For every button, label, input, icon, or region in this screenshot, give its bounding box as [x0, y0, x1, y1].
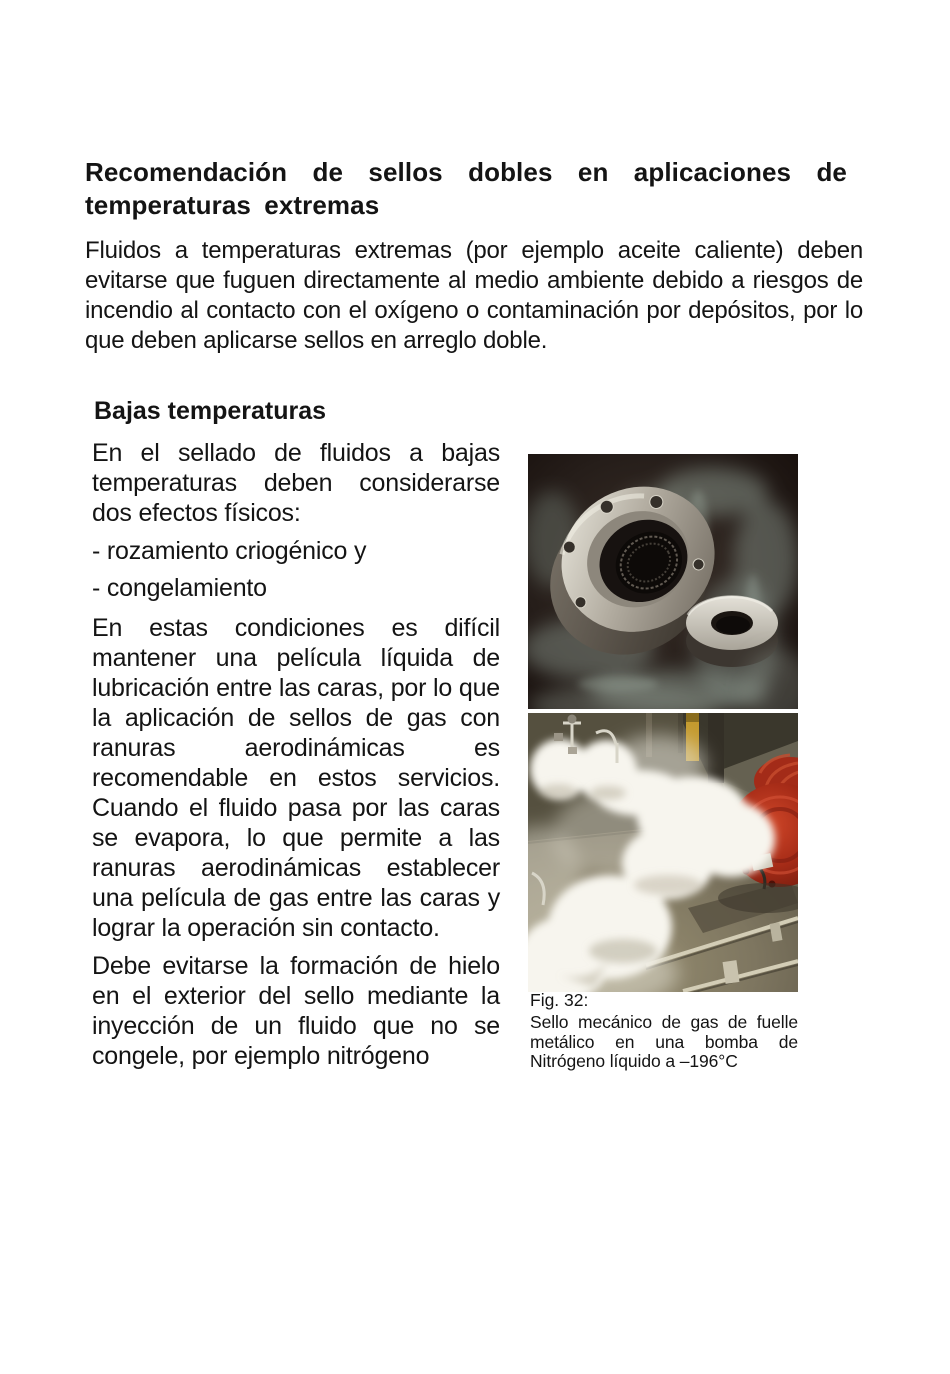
page-title: Recomendación de sellos dobles en aplicaciones de temperaturas extremas: [85, 157, 847, 220]
body-paragraph: En estas condiciones es difícil mantener una película líquida de lubricación entre las caras, por lo que la aplicación de sellos de gas con ranuras aerodinámicas es recomendable en estos servicios. Cuando el fluido pasa por las caras se evapora, lo que permite a las ranuras aerodinámicas establecer una película de gas entre las caras y lograr la operación sin contacto.: [92, 614, 500, 942]
figure-photo-seal: [528, 454, 798, 709]
section-heading-bajas-temperaturas: Bajas temperaturas: [94, 397, 327, 425]
figure-photo-pump: [528, 713, 798, 992]
figure-label: Fig. 32:: [530, 990, 589, 1010]
body-paragraph: Debe evitarse la formación de hielo en el exterior del sello mediante la inyección de un fluido que no se congele, por ejemplo nitrógeno: [92, 952, 500, 1070]
bullet-item: - congelamiento: [92, 574, 267, 602]
figure-caption: Sello mecánico de gas de fuelle metálico en una bomba de Nitrógeno líquido a –196°C: [530, 1012, 798, 1071]
intro-paragraph: Fluidos a temperaturas extremas (por ejemplo aceite caliente) deben evitarse que fuguen directamente al medio ambiente debido a riesgos de incendio al contacto con el oxígeno o contaminación por depósitos, por lo que deben aplicarse sellos en arreglo doble.: [85, 237, 863, 354]
bullet-item: - rozamiento criogénico y: [92, 537, 367, 565]
body-paragraph: En el sellado de fluidos a bajas temperaturas deben considerarse dos efectos físicos:: [92, 439, 500, 527]
